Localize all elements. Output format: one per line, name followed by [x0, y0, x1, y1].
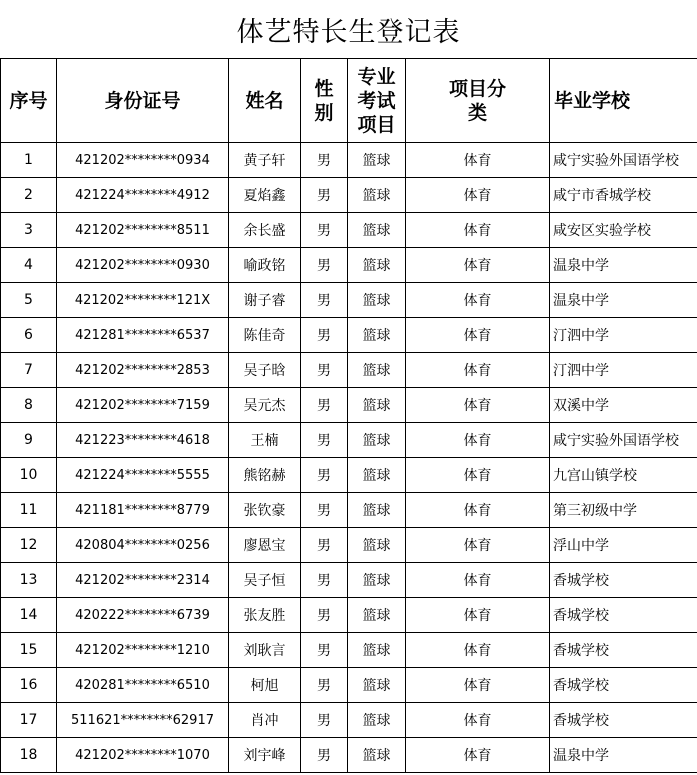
- cell-seq[interactable]: 16: [1, 668, 57, 703]
- cell-school[interactable]: 汀泗中学: [550, 318, 697, 353]
- cell-gender[interactable]: 男: [301, 423, 348, 458]
- cell-name[interactable]: 熊铭赫: [229, 458, 301, 493]
- cell-gender[interactable]: 男: [301, 703, 348, 738]
- cell-exam[interactable]: 篮球: [348, 563, 406, 598]
- cell-school[interactable]: 咸宁实验外国语学校: [550, 143, 697, 178]
- cell-gender[interactable]: 男: [301, 388, 348, 423]
- cell-exam[interactable]: 篮球: [348, 388, 406, 423]
- cell-name[interactable]: 廖恩宝: [229, 528, 301, 563]
- cell-school[interactable]: 九宫山镇学校: [550, 458, 697, 493]
- cell-name[interactable]: 肖冲: [229, 703, 301, 738]
- cell-seq[interactable]: 4: [1, 248, 57, 283]
- cell-name[interactable]: 陈佳奇: [229, 318, 301, 353]
- cell-school[interactable]: 咸安区实验学校: [550, 213, 697, 248]
- header-exam[interactable]: [348, 59, 406, 143]
- cell-gender[interactable]: 男: [301, 318, 348, 353]
- cell-seq[interactable]: 9: [1, 423, 57, 458]
- header-seq[interactable]: 序号: [1, 59, 57, 143]
- cell-school[interactable]: 双溪中学: [550, 388, 697, 423]
- cell-exam[interactable]: 篮球: [348, 283, 406, 318]
- cell-category[interactable]: 体育: [406, 738, 550, 773]
- table-row: [1, 598, 697, 633]
- cell-gender[interactable]: 男: [301, 248, 348, 283]
- cell-name[interactable]: 黄子轩: [229, 143, 301, 178]
- table-row: [1, 318, 697, 353]
- cell-seq[interactable]: 7: [1, 353, 57, 388]
- cell-category[interactable]: 体育: [406, 388, 550, 423]
- cell-name[interactable]: 张钦豪: [229, 493, 301, 528]
- cell-gender[interactable]: 男: [301, 458, 348, 493]
- header-row: [1, 59, 697, 143]
- table-row: [1, 143, 697, 178]
- cell-exam[interactable]: 篮球: [348, 633, 406, 668]
- cell-name[interactable]: 刘宇峰: [229, 738, 301, 773]
- table-row: [1, 178, 697, 213]
- cell-category[interactable]: 体育: [406, 143, 550, 178]
- cell-id[interactable]: 421181********8779: [57, 493, 229, 528]
- cell-exam[interactable]: 篮球: [348, 458, 406, 493]
- table-row: [1, 668, 697, 703]
- cell-exam[interactable]: 篮球: [348, 178, 406, 213]
- table-row: [1, 528, 697, 563]
- cell-category[interactable]: 体育: [406, 423, 550, 458]
- cell-id[interactable]: 421281********6537: [57, 318, 229, 353]
- cell-exam[interactable]: 篮球: [348, 493, 406, 528]
- table-row: [1, 213, 697, 248]
- cell-seq[interactable]: 5: [1, 283, 57, 318]
- cell-seq[interactable]: 2: [1, 178, 57, 213]
- cell-seq[interactable]: 14: [1, 598, 57, 633]
- cell-id[interactable]: 421224********5555: [57, 458, 229, 493]
- cell-exam[interactable]: 篮球: [348, 353, 406, 388]
- cell-id[interactable]: 421202********1210: [57, 633, 229, 668]
- cell-school[interactable]: 第三初级中学: [550, 493, 697, 528]
- cell-school[interactable]: 咸宁市香城学校: [550, 178, 697, 213]
- table-row: [1, 633, 697, 668]
- cell-id[interactable]: 421202********0934: [57, 143, 229, 178]
- cell-gender[interactable]: 男: [301, 738, 348, 773]
- cell-name[interactable]: 刘耿言: [229, 633, 301, 668]
- cell-id[interactable]: 421202********121X: [57, 283, 229, 318]
- cell-seq[interactable]: 13: [1, 563, 57, 598]
- table-row: [1, 388, 697, 423]
- cell-school[interactable]: 香城学校: [550, 668, 697, 703]
- cell-category[interactable]: 体育: [406, 528, 550, 563]
- cell-school[interactable]: 香城学校: [550, 598, 697, 633]
- cell-school[interactable]: 香城学校: [550, 633, 697, 668]
- cell-category[interactable]: 体育: [406, 353, 550, 388]
- cell-id[interactable]: 421202********2853: [57, 353, 229, 388]
- header-exam-label: 专业考试项目: [357, 65, 396, 136]
- cell-id[interactable]: 421202********1070: [57, 738, 229, 773]
- cell-school[interactable]: 温泉中学: [550, 248, 697, 283]
- cell-name[interactable]: 谢子睿: [229, 283, 301, 318]
- cell-category[interactable]: 体育: [406, 703, 550, 738]
- table-row: [1, 248, 697, 283]
- cell-seq[interactable]: 15: [1, 633, 57, 668]
- cell-school[interactable]: 汀泗中学: [550, 353, 697, 388]
- cell-seq[interactable]: 17: [1, 703, 57, 738]
- cell-seq[interactable]: 12: [1, 528, 57, 563]
- cell-gender[interactable]: 男: [301, 143, 348, 178]
- table-row: [1, 563, 697, 598]
- cell-id[interactable]: 511621********62917: [57, 703, 229, 738]
- cell-gender[interactable]: 男: [301, 493, 348, 528]
- table-row: [1, 738, 697, 773]
- cell-category[interactable]: 体育: [406, 598, 550, 633]
- header-id[interactable]: 身份证号: [57, 59, 229, 143]
- header-school[interactable]: 毕业学校: [550, 59, 697, 143]
- cell-id[interactable]: 420804********0256: [57, 528, 229, 563]
- cell-category[interactable]: 体育: [406, 178, 550, 213]
- header-category-label: 项目分类: [448, 77, 506, 124]
- cell-category[interactable]: 体育: [406, 493, 550, 528]
- cell-seq[interactable]: 3: [1, 213, 57, 248]
- cell-school[interactable]: 温泉中学: [550, 283, 697, 318]
- header-gender-label: 性别: [314, 77, 334, 124]
- table-row: [1, 423, 697, 458]
- table-row: [1, 283, 697, 318]
- cell-name[interactable]: 柯旭: [229, 668, 301, 703]
- cell-id[interactable]: 421202********7159: [57, 388, 229, 423]
- cell-gender[interactable]: 男: [301, 633, 348, 668]
- cell-exam[interactable]: 篮球: [348, 598, 406, 633]
- cell-name[interactable]: 夏焰鑫: [229, 178, 301, 213]
- registration-table: [0, 58, 697, 773]
- cell-id[interactable]: 420222********6739: [57, 598, 229, 633]
- cell-seq[interactable]: 18: [1, 738, 57, 773]
- cell-gender[interactable]: 男: [301, 213, 348, 248]
- cell-id[interactable]: 421223********4618: [57, 423, 229, 458]
- cell-id[interactable]: 420281********6510: [57, 668, 229, 703]
- table-row: [1, 353, 697, 388]
- table-row: [1, 703, 697, 738]
- cell-gender[interactable]: 男: [301, 178, 348, 213]
- cell-category[interactable]: 体育: [406, 213, 550, 248]
- table-row: [1, 493, 697, 528]
- table-body: [1, 143, 697, 773]
- cell-name[interactable]: 吴子晗: [229, 353, 301, 388]
- cell-name[interactable]: 喻政铭: [229, 248, 301, 283]
- cell-school[interactable]: 香城学校: [550, 703, 697, 738]
- table-row: [1, 458, 697, 493]
- cell-seq[interactable]: 10: [1, 458, 57, 493]
- cell-id[interactable]: 421202********0930: [57, 248, 229, 283]
- cell-gender[interactable]: 男: [301, 668, 348, 703]
- cell-category[interactable]: 体育: [406, 563, 550, 598]
- cell-exam[interactable]: 篮球: [348, 528, 406, 563]
- header-name[interactable]: 姓名: [229, 59, 301, 143]
- cell-category[interactable]: 体育: [406, 318, 550, 353]
- cell-id[interactable]: 421202********2314: [57, 563, 229, 598]
- cell-school[interactable]: 咸宁实验外国语学校: [550, 423, 697, 458]
- cell-name[interactable]: 吴元杰: [229, 388, 301, 423]
- cell-category[interactable]: 体育: [406, 668, 550, 703]
- cell-exam[interactable]: 篮球: [348, 738, 406, 773]
- header-category[interactable]: [406, 59, 550, 143]
- cell-seq[interactable]: 6: [1, 318, 57, 353]
- cell-exam[interactable]: 篮球: [348, 143, 406, 178]
- cell-school[interactable]: 温泉中学: [550, 738, 697, 773]
- cell-seq[interactable]: 11: [1, 493, 57, 528]
- cell-exam[interactable]: 篮球: [348, 668, 406, 703]
- cell-name[interactable]: 余长盛: [229, 213, 301, 248]
- cell-gender[interactable]: 男: [301, 528, 348, 563]
- cell-exam[interactable]: 篮球: [348, 213, 406, 248]
- cell-gender[interactable]: 男: [301, 563, 348, 598]
- cell-category[interactable]: 体育: [406, 248, 550, 283]
- cell-category[interactable]: 体育: [406, 283, 550, 318]
- cell-id[interactable]: 421224********4912: [57, 178, 229, 213]
- cell-seq[interactable]: 1: [1, 143, 57, 178]
- cell-name[interactable]: 吴子恒: [229, 563, 301, 598]
- cell-name[interactable]: 张友胜: [229, 598, 301, 633]
- cell-school[interactable]: 浮山中学: [550, 528, 697, 563]
- cell-id[interactable]: 421202********8511: [57, 213, 229, 248]
- cell-exam[interactable]: 篮球: [348, 318, 406, 353]
- cell-gender[interactable]: 男: [301, 598, 348, 633]
- cell-gender[interactable]: 男: [301, 353, 348, 388]
- cell-seq[interactable]: 8: [1, 388, 57, 423]
- cell-exam[interactable]: 篮球: [348, 703, 406, 738]
- cell-category[interactable]: 体育: [406, 458, 550, 493]
- cell-gender[interactable]: 男: [301, 283, 348, 318]
- cell-name[interactable]: 王楠: [229, 423, 301, 458]
- header-gender[interactable]: [301, 59, 348, 143]
- cell-exam[interactable]: 篮球: [348, 423, 406, 458]
- cell-category[interactable]: 体育: [406, 633, 550, 668]
- cell-school[interactable]: 香城学校: [550, 563, 697, 598]
- cell-exam[interactable]: 篮球: [348, 248, 406, 283]
- sheet-title: 体艺特长生登记表: [236, 16, 461, 48]
